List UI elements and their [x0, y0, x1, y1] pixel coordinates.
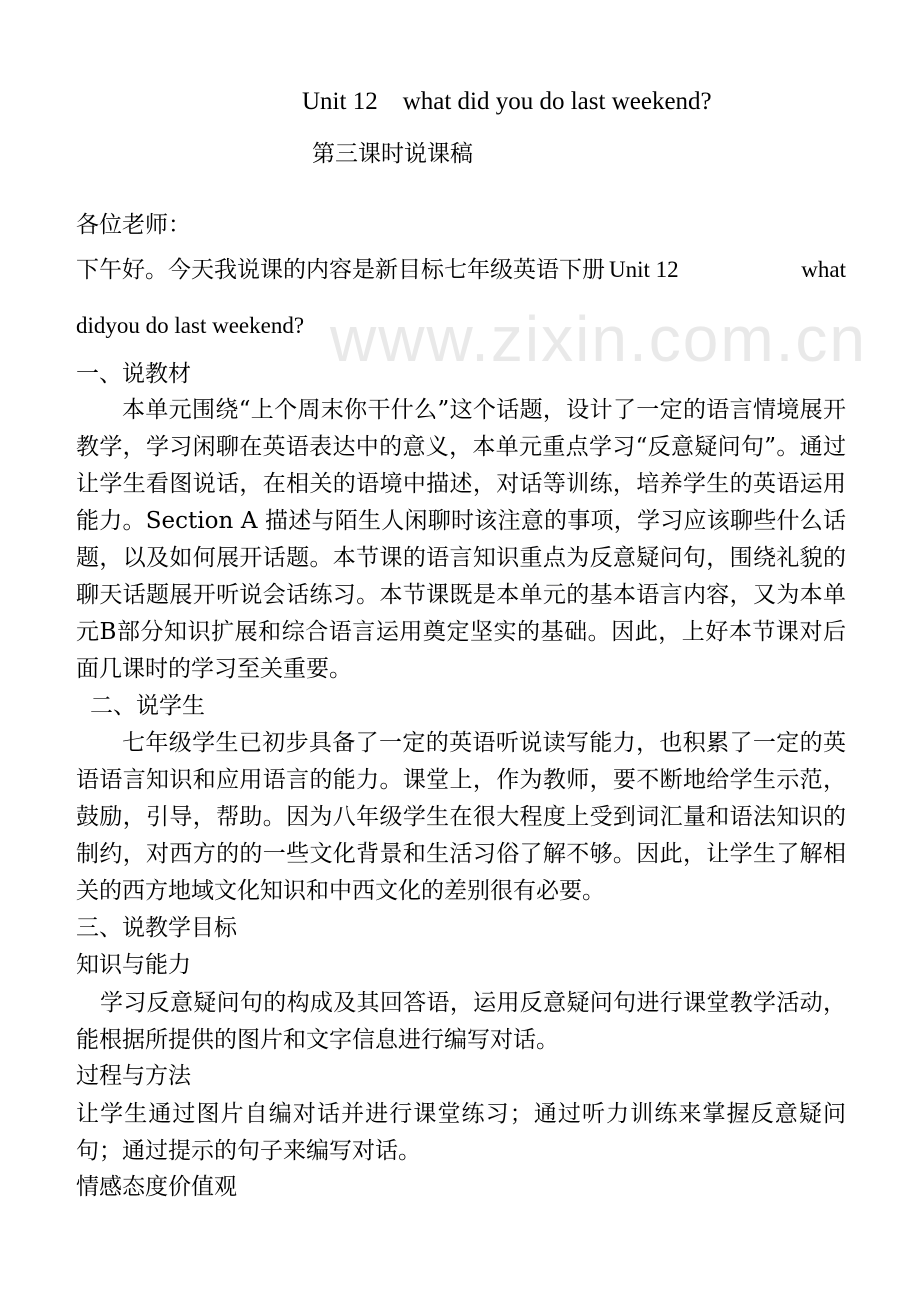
document-title: Unit 12 what did you do last weekend? — [302, 88, 712, 115]
section3-heading: 三、说教学目标 — [76, 915, 237, 941]
intro-text: 下午好。今天我说课的内容是新目标七年级英语下册 — [76, 257, 605, 283]
intro-what: what — [801, 257, 846, 282]
goal1-body: 学习反意疑问句的构成及其回答语，运用反意疑问句进行课堂教学活动，能根据所提供的图片和文字信息进行编写对话。 — [76, 990, 846, 1053]
intro-line-2: didyou do last weekend? — [76, 313, 305, 338]
document-subtitle: 第三课时说课稿 — [312, 141, 473, 167]
goal1-heading: 知识与能力 — [76, 952, 191, 978]
section2-heading: 二、说学生 — [90, 693, 205, 719]
greeting: 各位老师： — [76, 212, 191, 238]
goal2-body: 让学生通过图片自编对话并进行课堂练习；通过听力训练来掌握反意疑问句；通过提示的句子来编写对话。 — [76, 1101, 846, 1164]
section2-body: 七年级学生已初步具备了一定的英语听说读写能力，也积累了一定的英语语言知识和应用语言的能力。课堂上，作为教师，要不断地给学生示范，鼓励，引导，帮助。因为八年级学生在很大程度上受到词汇量和语法知识的制约，对西方的的一些文化背景和生活习俗了解不够。因此，让学生了解相关的西方地域文化知识和中西文化的差别很有必要。 — [76, 730, 846, 904]
watermark: www.zixin.com.cn — [330, 303, 867, 375]
intro-unit: Unit 12 — [609, 257, 679, 282]
goal2-heading: 过程与方法 — [76, 1063, 191, 1089]
section1-body: 本单元围绕“上个周末你干什么”这个话题，设计了一定的语言情境展开教学，学习闲聊在英语表达中的意义，本单元重点学习“反意疑问句”。通过让学生看图说话，在相关的语境中描述，对话等训练，培养学生的英语运用能力。Section A 描述与陌生人闲聊时该注意的事项，学习应该聊些什么话题，以及如何展开话题。本节课的语言知识重点为反意疑问句，围绕礼貌的聊天话题展开听说会话练习。本节课既是本单元的基本语言内容，又为本单元B部分知识扩展和综合语言运用奠定坚实的基础。因此，上好本节课对后面几课时的学习至关重要。 — [76, 397, 846, 682]
intro-line-1 — [76, 253, 846, 287]
goal3-heading: 情感态度价值观 — [76, 1174, 237, 1200]
section1-heading: 一、说教材 — [76, 361, 191, 387]
